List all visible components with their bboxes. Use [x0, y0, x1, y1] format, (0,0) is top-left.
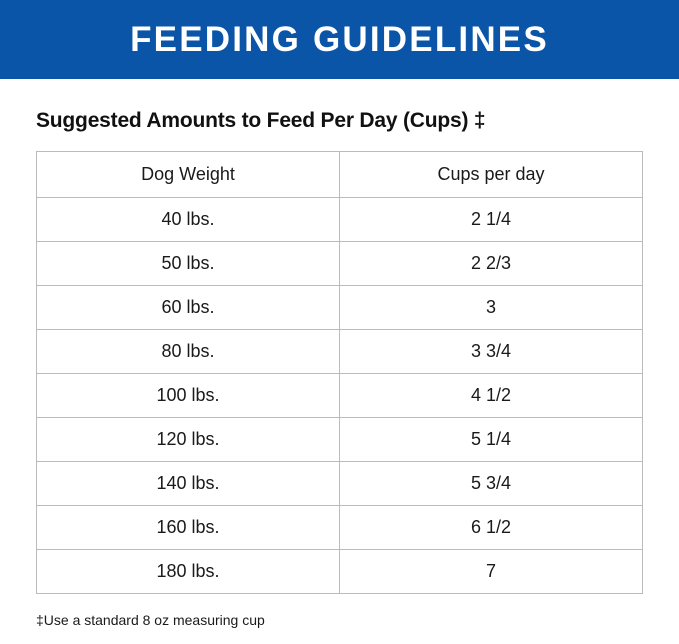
table-row — [37, 242, 643, 286]
cell-dog-weight: 140 lbs. — [37, 462, 340, 506]
cell-dog-weight: 160 lbs. — [37, 506, 340, 550]
cell-dog-weight: 60 lbs. — [37, 286, 340, 330]
cell-cups-per-day: 5 3/4 — [340, 462, 643, 506]
cell-cups-per-day: 2 2/3 — [340, 242, 643, 286]
cell-dog-weight: 40 lbs. — [37, 198, 340, 242]
table-footnote: ‡Use a standard 8 oz measuring cup — [36, 612, 265, 628]
table-row — [37, 198, 643, 242]
section-subtitle: Suggested Amounts to Feed Per Day (Cups) ‡ — [36, 109, 486, 132]
table-row — [37, 506, 643, 550]
table-row — [37, 374, 643, 418]
cell-cups-per-day: 5 1/4 — [340, 418, 643, 462]
page-title: FEEDING GUIDELINES — [130, 20, 549, 59]
column-header-dog-weight: Dog Weight — [37, 152, 340, 198]
cell-dog-weight: 50 lbs. — [37, 242, 340, 286]
table-row — [37, 286, 643, 330]
content-area — [0, 109, 679, 628]
cell-cups-per-day: 2 1/4 — [340, 198, 643, 242]
cell-dog-weight: 120 lbs. — [37, 418, 340, 462]
page-banner — [0, 0, 679, 79]
cell-cups-per-day: 4 1/2 — [340, 374, 643, 418]
column-header-cups-per-day: Cups per day — [340, 152, 643, 198]
feeding-table — [36, 151, 643, 594]
cell-dog-weight: 100 lbs. — [37, 374, 340, 418]
table-row — [37, 550, 643, 594]
cell-cups-per-day: 3 — [340, 286, 643, 330]
cell-dog-weight: 80 lbs. — [37, 330, 340, 374]
table-row — [37, 330, 643, 374]
table-row — [37, 462, 643, 506]
cell-cups-per-day: 7 — [340, 550, 643, 594]
cell-cups-per-day: 3 3/4 — [340, 330, 643, 374]
cell-cups-per-day: 6 1/2 — [340, 506, 643, 550]
table-header-row — [37, 152, 643, 198]
cell-dog-weight: 180 lbs. — [37, 550, 340, 594]
table-row — [37, 418, 643, 462]
